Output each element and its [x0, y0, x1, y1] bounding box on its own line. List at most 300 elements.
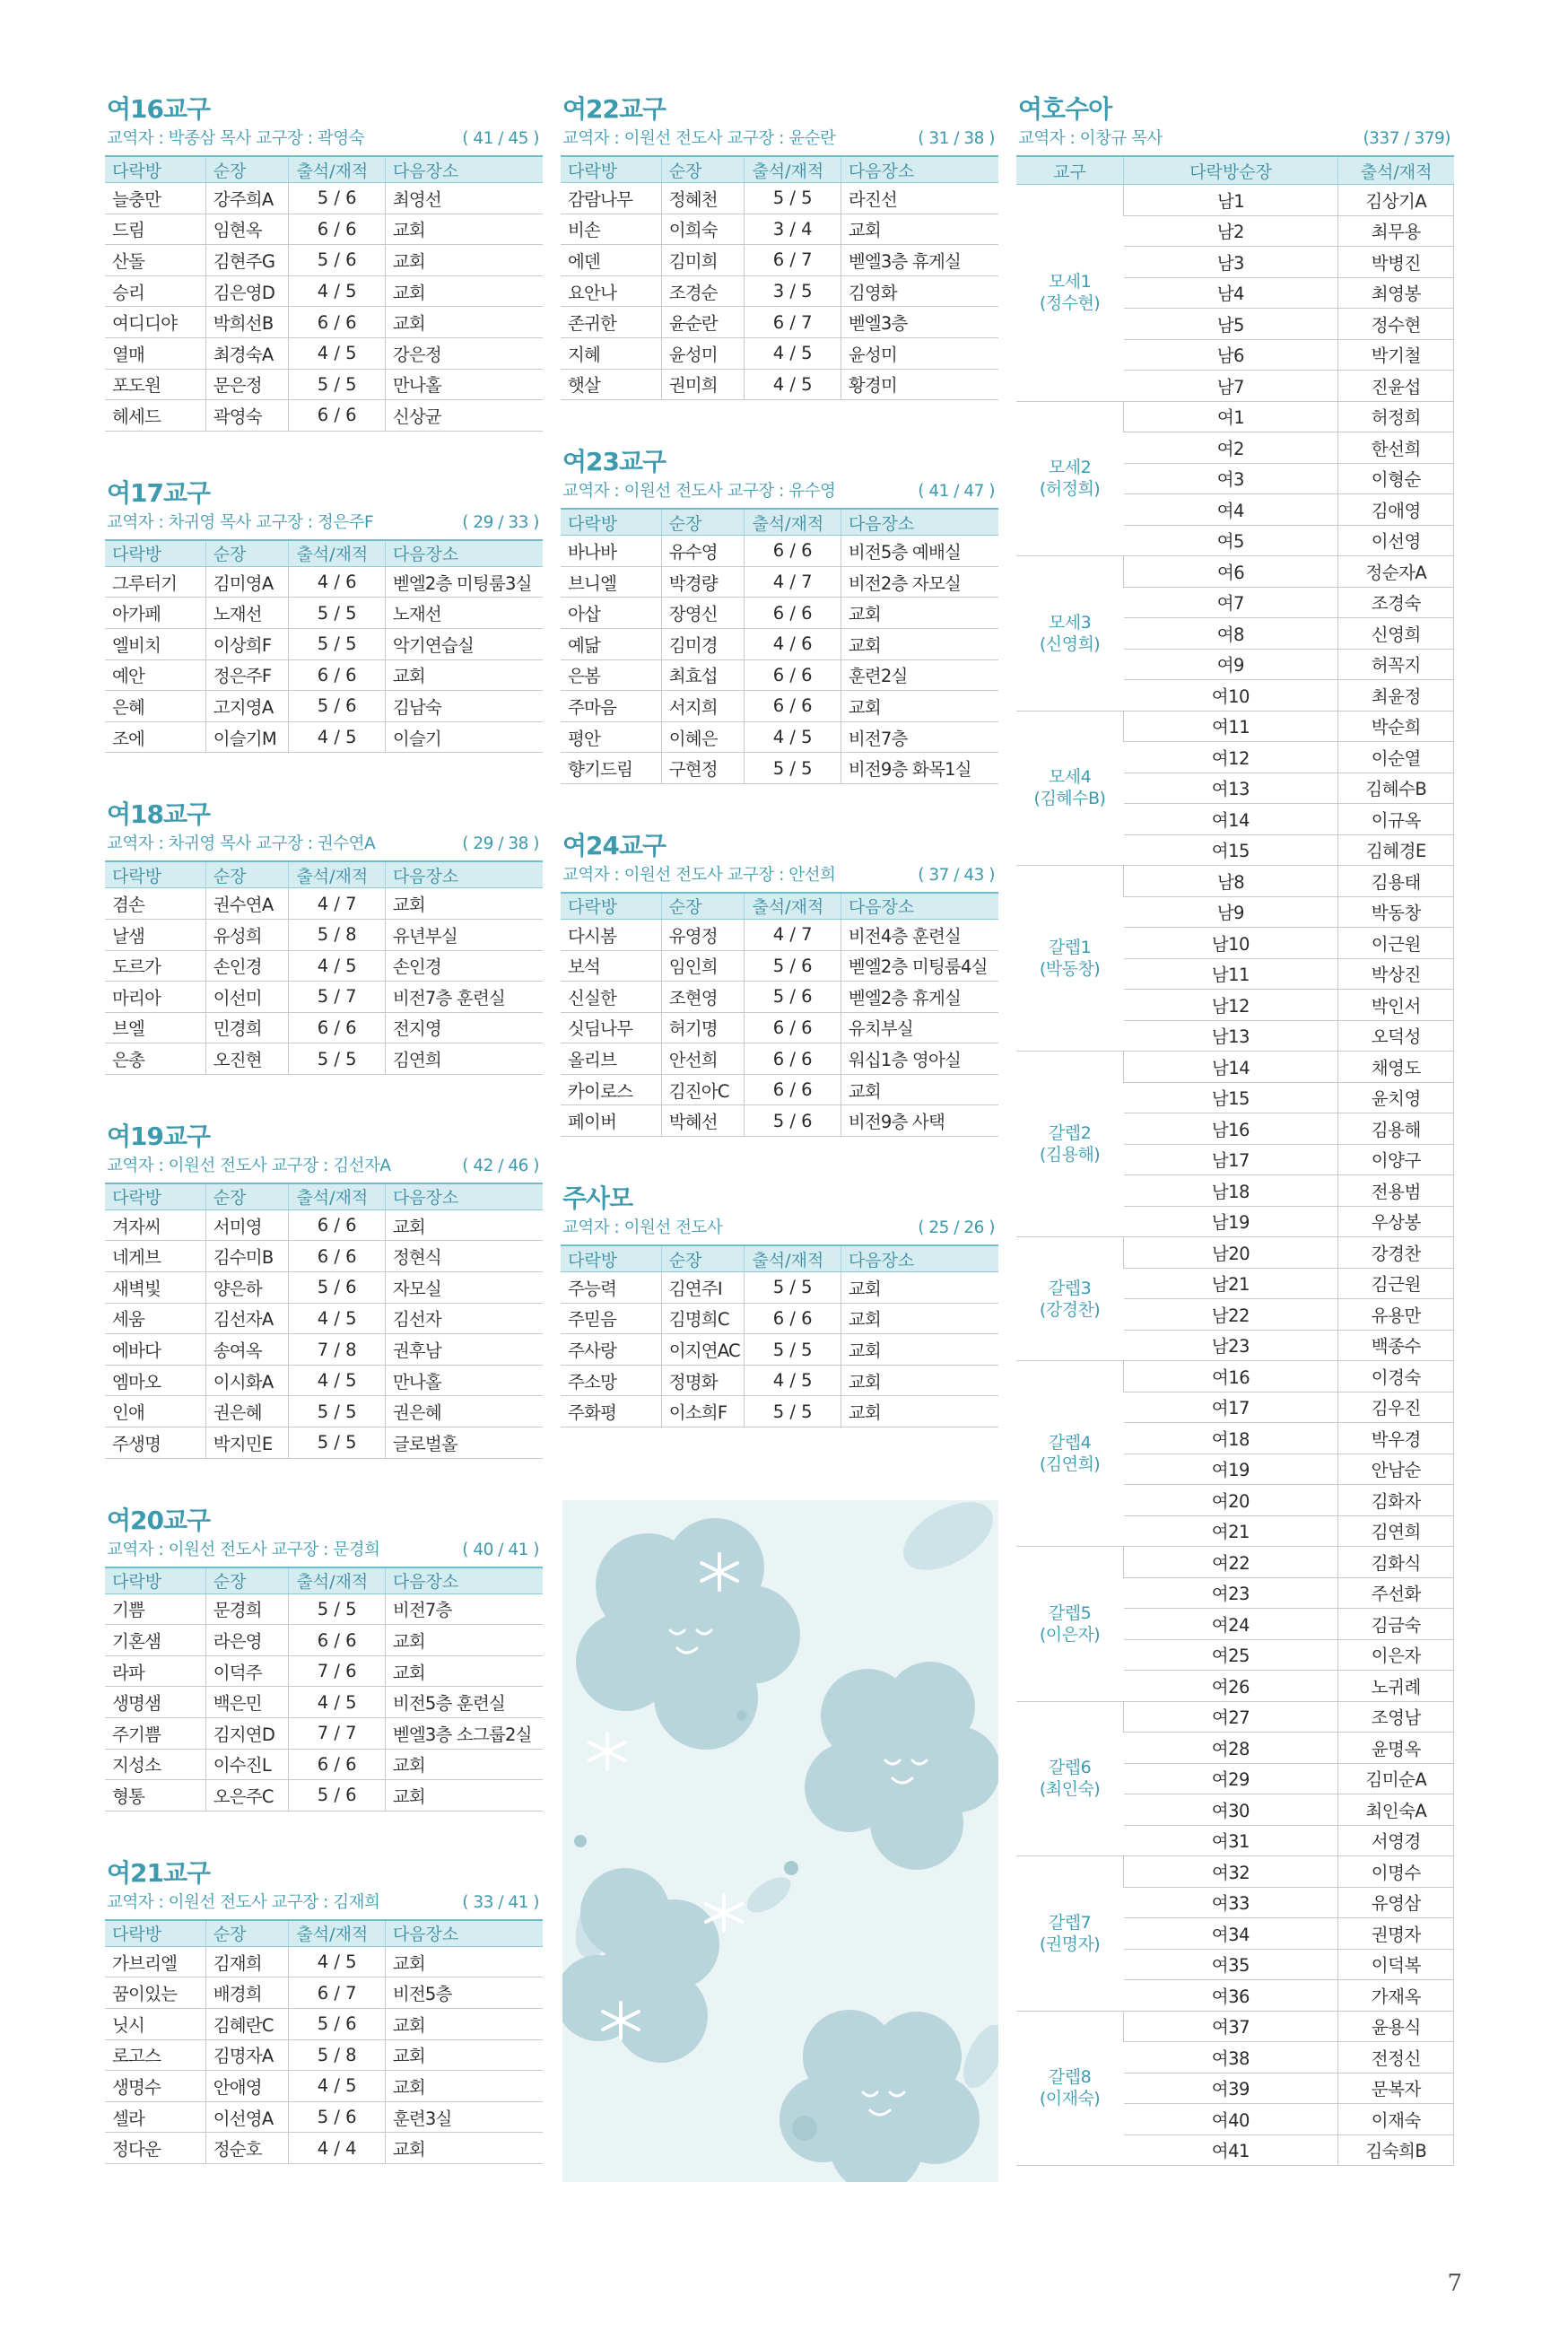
cell-id-cell: 여16	[1124, 1361, 1338, 1392]
cell-id-cell: 여5	[1124, 525, 1338, 556]
table-row	[105, 400, 543, 432]
leader-cell: 김근원	[1338, 1268, 1454, 1299]
district-section	[105, 1506, 543, 1812]
middle-column	[561, 94, 998, 1474]
table-row	[1016, 1052, 1454, 1083]
attendance-total: ( 42 / 46 )	[462, 1156, 539, 1175]
leader-cell: 김화식	[1338, 1547, 1454, 1578]
table-row	[105, 1396, 543, 1427]
attendance-cell: 6 / 6	[289, 1241, 385, 1272]
next-location-cell: 전지영	[385, 1012, 543, 1043]
leader-cell: 장영신	[661, 598, 745, 629]
pastor-info: 교역자 : 이원선 전도사 교구장 : 유수영	[562, 482, 836, 502]
cell-id-cell: 여15	[1124, 834, 1338, 866]
next-location-cell: 최영선	[385, 183, 543, 214]
header-cell: 교구	[1016, 156, 1124, 185]
next-location-cell: 교회	[841, 1365, 998, 1396]
header-cell: 다음장소	[385, 540, 543, 567]
table-row	[561, 919, 998, 950]
page-number: 7	[1447, 2270, 1462, 2297]
attendance-cell: 5 / 5	[289, 628, 385, 659]
group-name: 모세1	[1048, 272, 1092, 292]
table-header-row	[105, 156, 543, 183]
group-name-cell: 그루터기	[105, 566, 205, 598]
cell-id-cell: 여27	[1124, 1701, 1338, 1733]
attendance-cell: 5 / 7	[289, 982, 385, 1013]
table-row	[1016, 1701, 1454, 1733]
leader-cell: 가재옥	[1338, 1980, 1454, 2012]
leader-cell: 이양구	[1338, 1144, 1454, 1175]
leader-cell: 정수현	[1338, 309, 1454, 340]
table-header-row	[1016, 156, 1454, 185]
next-location-cell: 교회	[841, 1272, 998, 1304]
leader-cell: 고지영A	[205, 691, 289, 722]
table-row	[105, 1303, 543, 1334]
header-cell: 다음장소	[385, 1920, 543, 1947]
cell-id-cell: 여18	[1124, 1423, 1338, 1454]
next-location-cell: 교회	[385, 659, 543, 691]
header-cell: 순장	[205, 540, 289, 567]
leader-cell: 허정희	[1338, 401, 1454, 432]
group-name-cell: 바나바	[561, 536, 661, 567]
cell-id-cell: 여25	[1124, 1639, 1338, 1671]
leader-cell: 이순열	[1338, 742, 1454, 773]
attendance-total: ( 33 / 41 )	[462, 1892, 539, 1912]
table-row	[561, 337, 998, 369]
attendance-total: ( 25 / 26 )	[918, 1218, 995, 1238]
cell-id-cell: 남12	[1124, 990, 1338, 1021]
next-location-cell: 비전7층 훈련실	[385, 982, 543, 1013]
table-row	[105, 1625, 543, 1656]
attendance-cell: 6 / 6	[745, 1303, 841, 1334]
youth-section	[1016, 94, 1454, 2166]
next-location-cell: 교회	[385, 888, 543, 920]
leader-cell: 오은주C	[205, 1780, 289, 1812]
district-table	[105, 860, 543, 1075]
leader-cell: 백종수	[1338, 1330, 1454, 1361]
cell-id-cell: 남13	[1124, 1020, 1338, 1052]
header-cell: 다음장소	[841, 156, 998, 183]
cell-id-cell: 여3	[1124, 463, 1338, 494]
attendance-total: ( 29 / 38 )	[462, 834, 539, 854]
table-row	[105, 888, 543, 920]
cell-id-cell: 남7	[1124, 371, 1338, 402]
group-name-cell: 예안	[105, 659, 205, 691]
leader-cell: 권미희	[661, 369, 745, 400]
leader-cell: 이덕복	[1338, 1949, 1454, 1980]
leader-cell: 박상진	[1338, 958, 1454, 990]
group-name-cell: 카이로스	[561, 1074, 661, 1105]
header-cell: 다락방	[105, 861, 205, 888]
cell-id-cell: 여36	[1124, 1980, 1338, 2012]
leader-cell: 김은영D	[205, 275, 289, 307]
attendance-cell: 4 / 5	[289, 275, 385, 307]
header-cell: 순장	[205, 1183, 289, 1210]
cell-id-cell: 남9	[1124, 896, 1338, 928]
group-name-cell: 헤세드	[105, 400, 205, 432]
table-row	[105, 628, 543, 659]
header-cell: 출석/재적	[745, 509, 841, 536]
group-leader: (김연희)	[1039, 1454, 1101, 1474]
attendance-cell: 5 / 6	[289, 1272, 385, 1304]
leader-cell: 배경희	[205, 1977, 289, 2009]
header-cell: 순장	[205, 1920, 289, 1947]
section-title: 여16교구	[107, 94, 211, 124]
leader-cell: 이경숙	[1338, 1361, 1454, 1392]
attendance-cell: 5 / 5	[289, 598, 385, 629]
attendance-cell: 4 / 6	[289, 566, 385, 598]
attendance-cell: 4 / 5	[289, 721, 385, 753]
leader-cell: 오덕성	[1338, 1020, 1454, 1052]
header-cell: 출석/재적	[745, 1245, 841, 1272]
attendance-cell: 4 / 6	[745, 628, 841, 659]
group-cell	[1016, 1547, 1124, 1702]
leader-cell: 서미영	[205, 1209, 289, 1241]
leader-cell: 최무용	[1338, 215, 1454, 247]
table-row	[561, 536, 998, 567]
table-row	[561, 245, 998, 276]
header-cell: 출석/재적	[745, 156, 841, 183]
attendance-cell: 5 / 5	[289, 1043, 385, 1075]
table-row	[561, 1105, 998, 1137]
table-row	[561, 628, 998, 659]
cell-id-cell: 여14	[1124, 804, 1338, 835]
group-cell	[1016, 1856, 1124, 2012]
cell-id-cell: 여13	[1124, 773, 1338, 804]
district-table	[105, 155, 543, 432]
attendance-cell: 4 / 5	[289, 1946, 385, 1977]
group-name-cell: 비손	[561, 214, 661, 245]
group-name-cell: 에덴	[561, 245, 661, 276]
leader-cell: 최윤정	[1338, 680, 1454, 712]
table-row	[105, 337, 543, 369]
next-location-cell: 비전7층	[385, 1593, 543, 1625]
attendance-cell: 6 / 6	[745, 691, 841, 722]
cell-id-cell: 여22	[1124, 1547, 1338, 1578]
group-name-cell: 주소망	[561, 1365, 661, 1396]
table-row	[561, 1365, 998, 1396]
cell-id-cell: 남14	[1124, 1052, 1338, 1083]
leader-cell: 진윤섭	[1338, 371, 1454, 402]
header-cell: 출석/재적	[289, 1183, 385, 1210]
leader-cell: 문경희	[205, 1593, 289, 1625]
next-location-cell: 만나홀	[385, 369, 543, 400]
group-name-cell: 에바다	[105, 1334, 205, 1366]
next-location-cell: 교회	[841, 1334, 998, 1366]
leader-cell: 권은혜	[205, 1396, 289, 1427]
section-info	[562, 128, 995, 150]
leader-cell: 곽영숙	[205, 400, 289, 432]
cell-id-cell: 남17	[1124, 1144, 1338, 1175]
group-name-cell: 감람나무	[561, 183, 661, 214]
pastor-info: 교역자 : 박종삼 목사 교구장 : 곽영숙	[107, 129, 364, 148]
next-location-cell: 교회	[841, 691, 998, 722]
leader-cell: 윤치영	[1338, 1082, 1454, 1113]
section-title: 여17교구	[107, 477, 211, 508]
table-row	[1016, 401, 1454, 432]
next-location-cell: 라진선	[841, 183, 998, 214]
attendance-cell: 4 / 5	[289, 1687, 385, 1718]
attendance-cell: 6 / 6	[289, 307, 385, 338]
leader-cell: 한선희	[1338, 432, 1454, 464]
next-location-cell: 비전5층	[385, 1977, 543, 2009]
group-name: 갈렙7	[1048, 1912, 1092, 1933]
leader-cell: 윤순란	[661, 307, 745, 338]
leader-cell: 박병진	[1338, 247, 1454, 278]
table-row	[105, 275, 543, 307]
header-cell: 다락방	[105, 540, 205, 567]
attendance-total: (337 / 379)	[1363, 129, 1450, 148]
attendance-cell: 6 / 7	[745, 307, 841, 338]
header-cell: 다음장소	[841, 1245, 998, 1272]
leader-cell: 최효섭	[661, 659, 745, 691]
attendance-cell: 4 / 4	[289, 2133, 385, 2164]
table-header-row	[105, 1567, 543, 1594]
leader-cell: 김용해	[1338, 1113, 1454, 1145]
table-row	[1016, 185, 1454, 216]
table-row	[561, 1012, 998, 1043]
table-row	[561, 369, 998, 400]
attendance-cell: 6 / 6	[745, 1074, 841, 1105]
table-row	[105, 2008, 543, 2039]
table-row	[561, 307, 998, 338]
group-name-cell: 향기드림	[561, 753, 661, 784]
leader-cell: 이소희F	[661, 1396, 745, 1427]
attendance-cell: 6 / 6	[745, 659, 841, 691]
attendance-cell: 6 / 6	[745, 1012, 841, 1043]
next-location-cell: 비전2층 자모실	[841, 566, 998, 598]
cell-id-cell: 남4	[1124, 277, 1338, 309]
section-title: 여23교구	[562, 447, 666, 477]
next-location-cell: 비전7층	[841, 721, 998, 753]
cell-id-cell: 남19	[1124, 1206, 1338, 1237]
group-cell	[1016, 1237, 1124, 1361]
table-row	[105, 1749, 543, 1780]
table-row	[561, 753, 998, 784]
group-name: 모세3	[1048, 612, 1092, 633]
cell-id-cell: 여30	[1124, 1794, 1338, 1826]
attendance-cell: 5 / 5	[745, 753, 841, 784]
attendance-cell: 7 / 7	[289, 1718, 385, 1750]
group-name-cell: 예닮	[561, 628, 661, 659]
leader-cell: 강경찬	[1338, 1237, 1454, 1269]
group-name-cell: 지성소	[105, 1749, 205, 1780]
group-name-cell: 주믿음	[561, 1303, 661, 1334]
leader-cell: 정순호	[205, 2133, 289, 2164]
header-cell: 순장	[205, 861, 289, 888]
attendance-cell: 7 / 8	[289, 1334, 385, 1366]
next-location-cell: 비전9층 화목1실	[841, 753, 998, 784]
section-info	[1018, 128, 1450, 150]
leader-cell: 채영도	[1338, 1052, 1454, 1083]
table-row	[561, 950, 998, 982]
group-name-cell: 열매	[105, 337, 205, 369]
cell-id-cell: 여7	[1124, 587, 1338, 618]
group-name-cell: 브엘	[105, 1012, 205, 1043]
leader-cell: 김진아C	[661, 1074, 745, 1105]
leader-cell: 김혜수B	[1338, 773, 1454, 804]
leader-cell: 오진현	[205, 1043, 289, 1075]
cell-id-cell: 남16	[1124, 1113, 1338, 1145]
header-cell: 순장	[205, 1567, 289, 1594]
group-cell	[1016, 556, 1124, 712]
group-name: 갈렙4	[1048, 1433, 1092, 1453]
cell-id-cell: 남8	[1124, 866, 1338, 897]
group-name-cell: 여디디야	[105, 307, 205, 338]
group-name: 모세2	[1048, 458, 1092, 478]
leader-cell: 전정신	[1338, 2042, 1454, 2073]
next-location-cell: 비전4층 훈련실	[841, 919, 998, 950]
attendance-cell: 5 / 5	[745, 1272, 841, 1304]
leader-cell: 정은주F	[205, 659, 289, 691]
leader-cell: 이재숙	[1338, 2104, 1454, 2135]
next-location-cell: 비전5층 훈련실	[385, 1687, 543, 1718]
next-location-cell: 벧엘2층 휴게실	[841, 982, 998, 1013]
group-name: 갈렙2	[1048, 1123, 1092, 1143]
left-column	[105, 94, 543, 2211]
attendance-cell: 5 / 6	[745, 982, 841, 1013]
attendance-cell: 4 / 7	[745, 566, 841, 598]
table-row	[105, 1334, 543, 1366]
group-name-cell: 정다운	[105, 2133, 205, 2164]
next-location-cell: 훈련3실	[385, 2101, 543, 2133]
district-table	[561, 1244, 998, 1427]
leader-cell: 이선영	[1338, 525, 1454, 556]
leader-cell: 김혜경E	[1338, 834, 1454, 866]
cell-id-cell: 여40	[1124, 2104, 1338, 2135]
attendance-cell: 5 / 6	[289, 1780, 385, 1812]
group-cell	[1016, 711, 1124, 866]
leader-cell: 김용태	[1338, 866, 1454, 897]
table-row	[105, 1977, 543, 2009]
leader-cell: 박희선B	[205, 307, 289, 338]
attendance-cell: 4 / 5	[289, 2071, 385, 2102]
section-info	[107, 1156, 539, 1177]
leader-cell: 조경순	[661, 275, 745, 307]
leader-cell: 이명수	[1338, 1856, 1454, 1888]
group-leader: (최인숙)	[1039, 1779, 1101, 1800]
cell-id-cell: 여1	[1124, 401, 1338, 432]
next-location-cell: 벧엘2층 미팅룸3실	[385, 566, 543, 598]
leader-cell: 유성희	[205, 919, 289, 950]
leader-cell: 이근원	[1338, 928, 1454, 959]
leader-cell: 노재선	[205, 598, 289, 629]
next-location-cell: 강은정	[385, 337, 543, 369]
header-cell: 출석/재적	[289, 1567, 385, 1594]
leader-cell: 박인서	[1338, 990, 1454, 1021]
table-row	[105, 598, 543, 629]
header-cell: 다음장소	[385, 1567, 543, 1594]
next-location-cell: 교회	[385, 307, 543, 338]
attendance-cell: 6 / 6	[289, 1625, 385, 1656]
group-name-cell: 보석	[561, 950, 661, 982]
leader-cell: 김숙희B	[1338, 2135, 1454, 2166]
table-row	[561, 214, 998, 245]
header-cell: 다음장소	[385, 861, 543, 888]
group-cell	[1016, 2011, 1124, 2166]
cell-id-cell: 여21	[1124, 1515, 1338, 1547]
group-name-cell: 가브리엘	[105, 1946, 205, 1977]
group-name-cell: 주기쁨	[105, 1718, 205, 1750]
leader-cell: 김명자A	[205, 2039, 289, 2071]
table-row	[105, 982, 543, 1013]
next-location-cell: 교회	[385, 1655, 543, 1687]
cell-id-cell: 남1	[1124, 185, 1338, 216]
next-location-cell: 교회	[841, 1396, 998, 1427]
attendance-cell: 5 / 5	[745, 183, 841, 214]
attendance-cell: 5 / 5	[289, 1593, 385, 1625]
table-header-row	[105, 540, 543, 567]
group-leader: (강경찬)	[1039, 1299, 1101, 1320]
next-location-cell: 자모실	[385, 1272, 543, 1304]
table-row	[561, 982, 998, 1013]
header-cell: 순장	[661, 509, 745, 536]
table-row	[561, 1074, 998, 1105]
table-row	[105, 1012, 543, 1043]
table-row	[561, 183, 998, 214]
leader-cell: 허기명	[661, 1012, 745, 1043]
next-location-cell: 교회	[385, 1946, 543, 1977]
table-row	[561, 566, 998, 598]
next-location-cell: 노재선	[385, 598, 543, 629]
table-header-row	[105, 1183, 543, 1210]
cell-id-cell: 여8	[1124, 618, 1338, 650]
next-location-cell: 교회	[841, 1074, 998, 1105]
table-row	[105, 1718, 543, 1750]
next-location-cell: 교회	[385, 245, 543, 276]
leader-cell: 서지희	[661, 691, 745, 722]
attendance-cell: 5 / 8	[289, 919, 385, 950]
group-name-cell: 도르가	[105, 950, 205, 982]
pastor-info: 교역자 : 이원선 전도사 교구장 : 김선자A	[107, 1156, 391, 1175]
leader-cell: 라은영	[205, 1625, 289, 1656]
table-header-row	[561, 1245, 998, 1272]
leader-cell: 김우진	[1338, 1392, 1454, 1423]
table-row	[561, 275, 998, 307]
header-cell: 다락방	[105, 1920, 205, 1947]
cell-id-cell: 여11	[1124, 711, 1338, 742]
flower-decoration	[562, 1500, 998, 2182]
leader-cell: 이수진L	[205, 1749, 289, 1780]
section-info	[107, 512, 539, 534]
table-row	[105, 2039, 543, 2071]
leader-cell: 정명화	[661, 1365, 745, 1396]
leader-cell: 유영정	[661, 919, 745, 950]
group-name-cell: 포도원	[105, 369, 205, 400]
group-cell	[1016, 1361, 1124, 1547]
attendance-cell: 5 / 6	[289, 183, 385, 214]
pastor-info: 교역자 : 이창규 목사	[1018, 129, 1163, 148]
table-row	[105, 1593, 543, 1625]
leader-cell: 김애영	[1338, 494, 1454, 526]
section-info	[562, 481, 995, 502]
next-location-cell: 김연희	[385, 1043, 543, 1075]
group-name: 갈렙8	[1048, 2067, 1092, 2088]
leader-cell: 김지연D	[205, 1718, 289, 1750]
district-section	[561, 94, 998, 400]
table-row	[105, 2133, 543, 2164]
next-location-cell: 김영화	[841, 275, 998, 307]
group-leader: (이은자)	[1039, 1624, 1101, 1645]
table-row	[105, 1043, 543, 1075]
group-name-cell: 드림	[105, 214, 205, 245]
group-leader: (권명자)	[1039, 1934, 1101, 1954]
table-row	[105, 659, 543, 691]
leader-cell: 박혜선	[661, 1105, 745, 1137]
next-location-cell: 교회	[385, 1749, 543, 1780]
pastor-info: 교역자 : 차귀영 목사 교구장 : 권수연A	[107, 834, 376, 854]
district-section	[105, 799, 543, 1075]
